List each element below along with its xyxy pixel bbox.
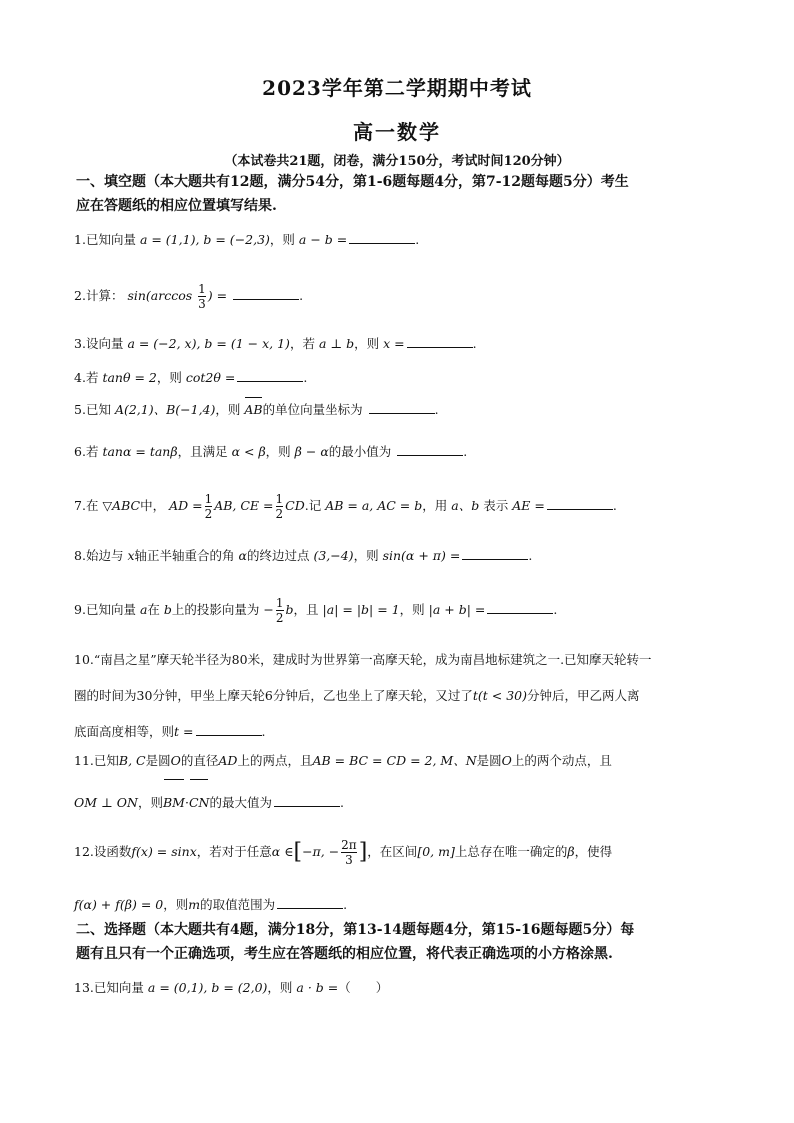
question-13: 13.已知向量 a = (0,1), b = (2,0)，则 a · b =（ ） xyxy=(74,980,389,995)
answer-blank[interactable] xyxy=(487,601,553,614)
answer-blank[interactable] xyxy=(397,443,463,456)
q11-line1: 11.已知B, C是圆O的直径AD上的两点，且AB = BC = CD = 2, M、N是圆O上的两个动点，且 xyxy=(74,753,612,768)
answer-blank[interactable] xyxy=(462,547,528,560)
question-1: 1.已知向量 a = (1,1), b = (−2,3)，则 a − b = . xyxy=(74,232,420,247)
exam-title: 2023学年第二学期期中考试 xyxy=(262,76,532,100)
fraction: $\frac{1}{2}$ xyxy=(275,596,284,625)
section2-line2: 题有且只有一个正确选项，考生应在答题纸的相应位置，将代表正确选项的小方格涂黑. xyxy=(76,946,613,962)
question-7: 7.在 ▽ABC中， AD = $\frac{1}{2}$ AB, CE = $\frac{1}{2}$ CD.记 AB = a, AC = b，用 a、b 表示 AE = . xyxy=(74,492,617,521)
question-4: 4.若 tanθ = 2，则 cot2θ = . xyxy=(74,370,308,385)
fraction: $\frac{2\pi}{3}$ xyxy=(341,838,357,867)
answer-blank[interactable] xyxy=(349,231,415,244)
section-fill-in-heading xyxy=(76,170,720,218)
q11-line2: OM ⊥ ON，则BM·CN的最大值为 . xyxy=(74,782,724,824)
fraction: $\frac{1}{3}$ xyxy=(198,282,206,311)
question-11 xyxy=(74,740,724,824)
q10-line3: 底面高度相等，则t = . xyxy=(74,724,266,739)
answer-blank[interactable] xyxy=(237,369,303,382)
question-10 xyxy=(74,642,724,750)
section1-line2: 应在答题纸的相应位置填写结果. xyxy=(76,198,277,214)
exam-note: （本试卷共21题，闭卷，满分150分，考试时间120分钟） xyxy=(224,154,570,169)
question-5: 5.已知 A(2,1)、B(−1,4)，则 AB的单位向量坐标为 . xyxy=(74,400,724,420)
q1-expr: a − b = xyxy=(298,232,348,247)
question-2: 2.计算： sin(arccos $\frac{1}{3}$ ) = . xyxy=(74,282,304,311)
question-6: 6.若 tanα = tanβ，且满足 α < β，则 β − α的最小值为 . xyxy=(74,444,468,459)
section-choice-heading xyxy=(76,918,720,966)
q12-line1: 12.设函数f(x) = sinx，若对于任意α ∈[−π, − $\frac{2\pi}{3}$ ]，在区间[0, m]上总存在唯一确定的β，使得 xyxy=(74,838,613,867)
fraction: $\frac{1}{2}$ xyxy=(275,492,284,521)
answer-blank[interactable] xyxy=(369,401,435,414)
subject-title: 高一数学 xyxy=(353,120,441,144)
question-3: 3.设向量 a = (−2, x), b = (1 − x, 1)，若 a ⊥ b，则 x = . xyxy=(74,336,477,351)
q1-vectors: a = (1,1), b = (−2,3) xyxy=(139,232,270,247)
answer-blank[interactable] xyxy=(277,896,343,909)
answer-blank[interactable] xyxy=(274,794,340,807)
section2-line1: 二、选择题（本大题共有4题，满分18分，第13-14题每题4分，第15-16题每题5分）每 xyxy=(76,922,635,938)
question-8: 8.始边与 x轴正半轴重合的角 α的终边过点 (3,−4)，则 sin(α + π) = . xyxy=(74,548,533,563)
answer-choice-paren[interactable]: （ ） xyxy=(338,980,389,995)
fraction: $\frac{1}{2}$ xyxy=(204,492,213,521)
section1-line1: 一、填空题（本大题共有12题，满分54分，第1-6题每题4分，第7-12题每题5分）考生 xyxy=(76,174,629,190)
question-9: 9.已知向量 a在 b上的投影向量为 − $\frac{1}{2}$ b，且 |a| = |b| = 1，则 |a + b| = . xyxy=(74,596,558,625)
q10-line1: 10.“南昌之星”摩天轮半径为80米，建成时为世界第一高摩天轮，成为南昌地标建筑之一.已知摩天轮转一 xyxy=(74,652,652,667)
q12-line2: f(α) + f(β) = 0，则m的取值范围为 . xyxy=(74,896,348,912)
question-12 xyxy=(74,826,724,931)
answer-blank[interactable] xyxy=(407,335,473,348)
answer-blank[interactable] xyxy=(547,497,613,510)
q10-line2: 圈的时间为30分钟，甲坐上摩天轮6分钟后，乙也坐上了摩天轮，又过了t(t < 30)分钟后，甲乙两人离 xyxy=(74,688,640,703)
answer-blank[interactable] xyxy=(196,723,262,736)
answer-blank[interactable] xyxy=(233,287,299,300)
